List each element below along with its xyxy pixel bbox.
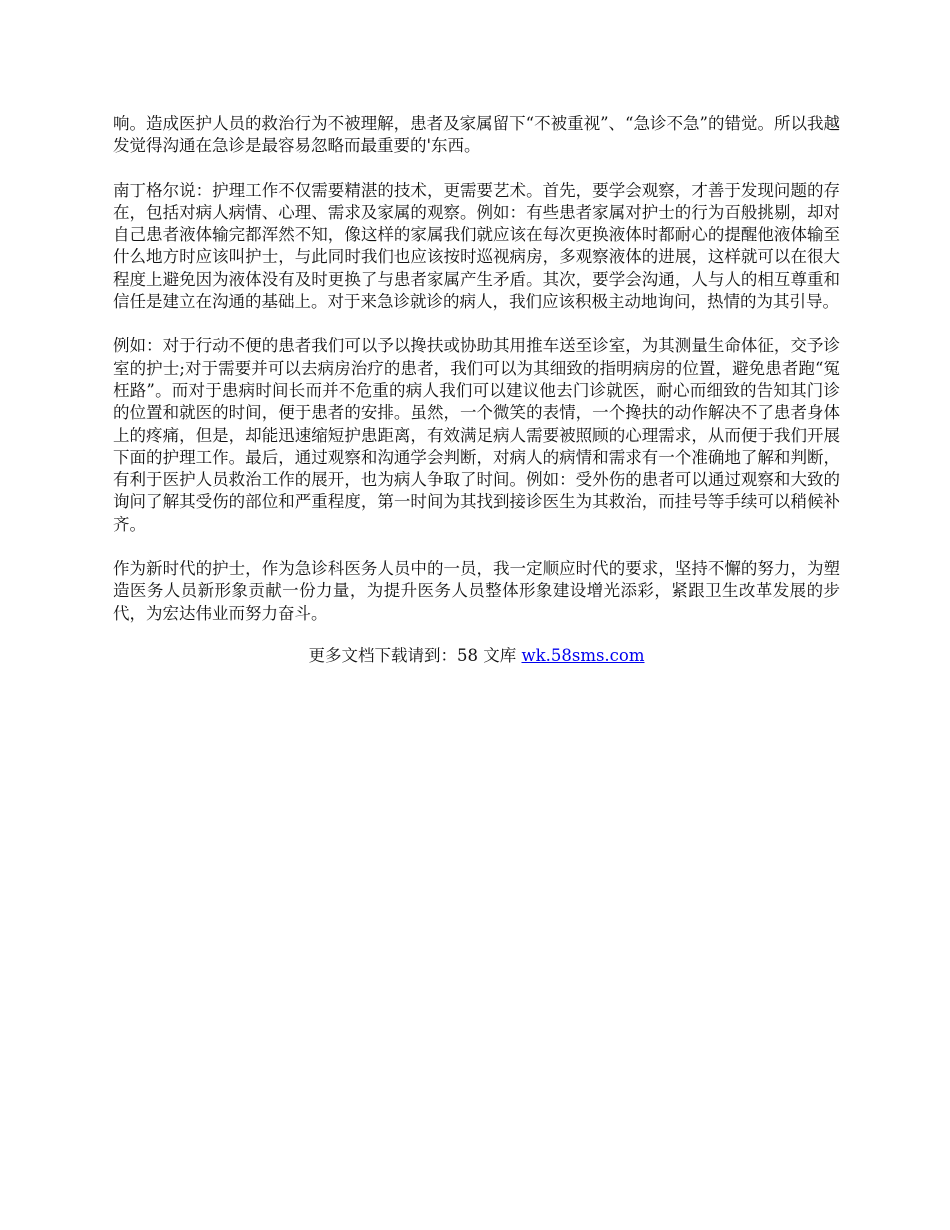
paragraph-1: 响。造成医护人员的救治行为不被理解，患者及家属留下“不被重视”、“急诊不急”的错觉。所以我越发觉得沟通在急诊是最容易忽略而最重要的'东西。 <box>113 114 840 156</box>
footer <box>113 645 840 667</box>
paragraph-4: 作为新时代的护士，作为急诊科医务人员中的一员，我一定顺应时代的要求，坚持不懈的努力，为塑造医务人员新形象贡献一份力量，为提升医务人员整体形象建设增光添彩，紧跟卫生改革发展的步代，为宏达伟业而努力奋斗。 <box>113 559 840 623</box>
document-body <box>113 113 840 667</box>
footer-prefix: 更多文档下载请到：58 文库 <box>308 645 522 665</box>
paragraph-3: 例如：对于行动不便的患者我们可以予以搀扶或协助其用推车送至诊室，为其测量生命体征，交予诊室的护士;对于需要并可以去病房治疗的患者，我们可以为其细致的指明病房的位置，避免患者跑“冤枉路”。而对于患病时间长而并不危重的病人我们可以建议他去门诊就医，耐心而细致的告知其门诊的位置和就医的时间，便于患者的安排。虽然，一个微笑的表情，一个搀扶的动作解决不了患者身体上的疼痛，但是，却能迅速缩短护患距离，有效满足病人需要被照顾的心理需求，从而便于我们开展下面的护理工作。最后，通过观察和沟通学会判断，对病人的病情和需求有一个准确地了解和判断，有利于医护人员救治工作的展开，也为病人争取了时间。例如：受外伤的患者可以通过观察和大致的询问了解其受伤的部位和严重程度，第一时间为其找到接诊医生为其救治，而挂号等手续可以稍候补齐。 <box>113 336 840 534</box>
paragraph-2: 南丁格尔说：护理工作不仅需要精湛的技术，更需要艺术。首先，要学会观察，才善于发现问题的存在，包括对病人病情、心理、需求及家属的观察。例如：有些患者家属对护士的行为百般挑剔，却对自己患者液体输完都浑然不知，像这样的家属我们就应该在每次更换液体时都耐心的提醒他液体输至什么地方时应该叫护士，与此同时我们也应该按时巡视病房，多观察液体的进展，这样就可以在很大程度上避免因为液体没有及时更换了与患者家属产生矛盾。其次，要学会沟通，人与人的相互尊重和信任是建立在沟通的基础上。对于来急诊就诊的病人，我们应该积极主动地询问，热情的为其引导。 <box>113 180 840 312</box>
footer-link[interactable]: wk.58sms.com <box>521 645 645 665</box>
